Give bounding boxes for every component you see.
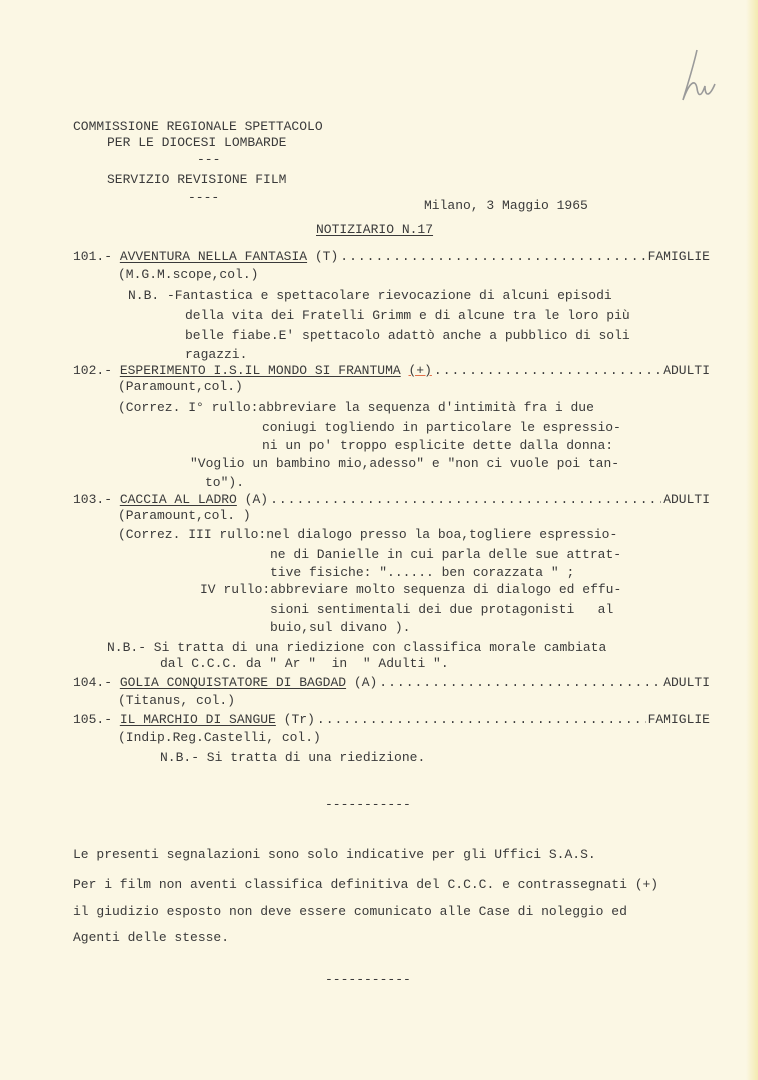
distributor: (M.G.M.scope,col.)	[118, 267, 259, 282]
handwritten-initials	[675, 48, 725, 108]
footer-line: il giudizio esposto non deve essere comunicato alle Case di noleggio ed	[73, 904, 627, 919]
film-rating: (A)	[244, 492, 269, 507]
film-title: CACCIA AL LADRO	[119, 492, 237, 507]
distributor: (Titanus, col.)	[118, 693, 236, 708]
film-rating: (+)	[408, 363, 432, 378]
note-line: sioni sentimentali dei due protagonisti al	[270, 602, 614, 617]
film-rating: (A)	[353, 675, 378, 690]
note-line: (Correz. I° rullo:abbreviare la sequenza d'intimità fra i due	[118, 400, 594, 415]
leader-dots	[317, 712, 646, 728]
note-line: "Voglio un bambino mio,adesso" e "non ci vuole poi tan-	[190, 456, 620, 471]
entry-103	[73, 492, 710, 508]
note-line: N.B. -Fantastica e spettacolare rievocazione di alcuni episodi	[128, 288, 612, 303]
paper-edge	[746, 0, 758, 1080]
entry-104	[73, 675, 710, 691]
note-line: ni un po' troppo esplicite dette dalla donna:	[262, 438, 614, 453]
note-line: (Correz. III rullo:nel dialogo presso la boa,togliere espressio-	[118, 527, 618, 542]
note-line: della vita dei Fratelli Grimm e di alcune tra le loro più	[185, 308, 630, 323]
note-line: buio,sul divano ).	[270, 620, 411, 635]
entry-101	[73, 249, 710, 265]
distributor: (Paramount,col.)	[118, 379, 243, 394]
footer-line: Le presenti segnalazioni sono solo indicative per gli Uffici S.A.S.	[73, 847, 596, 862]
note-line: dal C.C.C. da " Ar " in " Adulti ".	[160, 656, 449, 671]
film-category: ADULTI	[663, 363, 710, 378]
distributor: (Paramount,col. )	[118, 508, 251, 523]
org-name: COMMISSIONE REGIONALE SPETTACOLO	[73, 119, 323, 134]
film-title: ESPERIMENTO I.S.IL MONDO SI FRANTUMA	[119, 363, 401, 378]
film-rating: (Tr)	[283, 712, 315, 727]
entry-number: 103.-	[73, 492, 113, 507]
note-line: N.B.- Si tratta di una riedizione.	[160, 750, 426, 765]
film-category: ADULTI	[663, 492, 710, 507]
note-line: N.B.- Si tratta di una riedizione con classifica morale cambiata	[107, 640, 607, 655]
entry-number: 101.-	[73, 249, 113, 264]
film-rating: (T)	[314, 249, 339, 264]
note-line: ragazzi.	[185, 347, 248, 362]
divider: ---	[197, 152, 221, 167]
divider: ----	[188, 190, 220, 205]
entry-number: 102.-	[73, 363, 113, 378]
film-category: FAMIGLIE	[647, 249, 710, 264]
note-line: belle fiabe.E' spettacolo adattò anche a pubblico di soli	[185, 328, 630, 343]
note-line: to").	[205, 475, 245, 490]
service-name: SERVIZIO REVISIONE FILM	[107, 172, 287, 187]
note-line: ne di Danielle in cui parla delle sue attrat-	[270, 547, 622, 562]
leader-dots	[270, 492, 661, 508]
date: Milano, 3 Maggio 1965	[424, 198, 588, 213]
leader-dots	[340, 249, 645, 265]
footer-line: Per i film non aventi classifica definitiva del C.C.C. e contrassegnati (+)	[73, 877, 659, 892]
distributor: (Indip.Reg.Castelli, col.)	[118, 730, 321, 745]
note-line: coniugi togliendo in particolare le espressio-	[262, 420, 621, 435]
leader-dots	[379, 675, 661, 691]
leader-dots	[434, 363, 661, 379]
entry-number: 105.-	[73, 712, 113, 727]
note-line: IV rullo:abbreviare molto sequenza di dialogo ed effu-	[200, 582, 622, 597]
film-category: FAMIGLIE	[647, 712, 710, 727]
separator: -----------	[325, 797, 411, 812]
entry-102	[73, 363, 710, 379]
note-line: tive fisiche: "...... ben corazzata " ;	[270, 565, 575, 580]
page-title: NOTIZIARIO N.17	[316, 222, 434, 237]
film-title: AVVENTURA NELLA FANTASIA	[119, 249, 308, 264]
entry-number: 104.-	[73, 675, 113, 690]
film-category: ADULTI	[663, 675, 710, 690]
film-title: IL MARCHIO DI SANGUE	[119, 712, 276, 727]
film-title: GOLIA CONQUISTATORE DI BAGDAD	[119, 675, 347, 690]
org-subtitle: PER LE DIOCESI LOMBARDE	[107, 135, 287, 150]
footer-line: Agenti delle stesse.	[73, 930, 230, 945]
separator: -----------	[325, 972, 411, 987]
entry-105	[73, 712, 710, 728]
